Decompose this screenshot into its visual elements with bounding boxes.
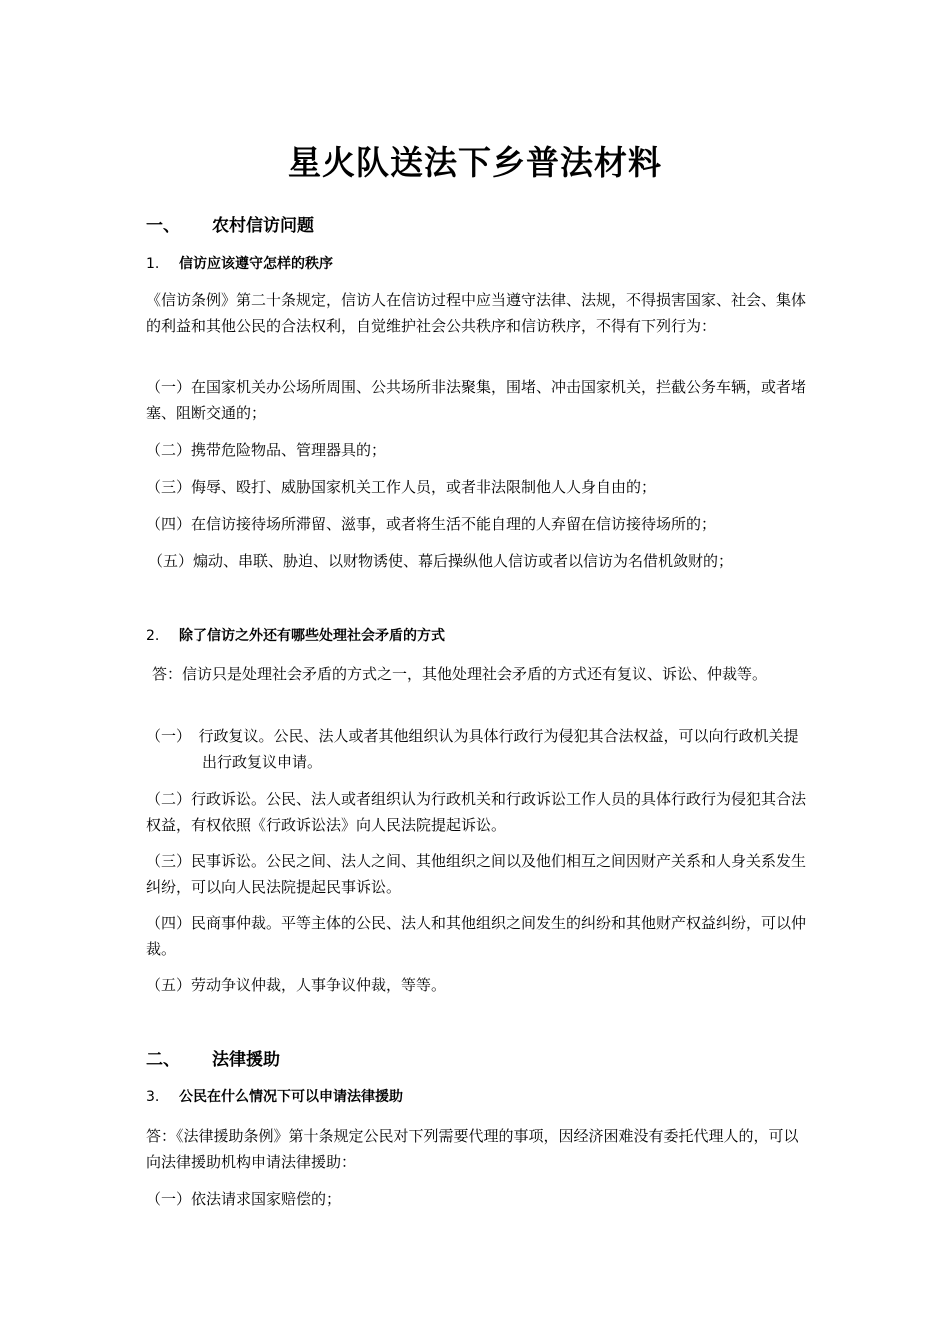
section-title: 法律援助 [212,1050,280,1070]
list-item: （二）行政诉讼。公民、法人或者组织认为行政机关和行政诉讼工作人员的具体行政行为侵犯其合法权益，有权依照《行政诉讼法》向人民法院提起诉讼。 [146,790,807,834]
list-item: （三）民事诉讼。公民之间、法人之间、其他组织之间以及他们相互之间因财产关系和人身关系发生纠纷，可以向人民法院提起民事诉讼。 [146,852,807,896]
paragraph: 答：信访只是处理社会矛盾的方式之一，其他处理社会矛盾的方式还有复议、诉讼、仲裁等。 [152,665,768,683]
paragraph: 答：《法律援助条例》第十条规定公民对下列需要代理的事项，因经济困难没有委托代理人的，可以向法律援助机构申请法律援助： [146,1127,799,1171]
question-heading-2 [146,625,445,647]
list-item: （四）在信访接待场所滞留、滋事，或者将生活不能自理的人弃留在信访接待场所的； [146,515,717,533]
list-item: （五）煽动、串联、胁迫、以财物诱使、幕后操纵他人信访或者以信访为名借机敛财的； [148,552,734,570]
list-item: （一）在国家机关办公场所周围、公共场所非法聚集，围堵、冲击国家机关，拦截公务车辆，或者堵塞、阻断交通的； [146,378,807,422]
question-number: 2. [146,628,160,644]
list-item: （五）劳动争议仲裁，人事争议仲裁，等等。 [146,976,447,994]
list-item: （一）依法请求国家赔偿的； [146,1190,342,1208]
list-item: （四）民商事仲裁。平等主体的公民、法人和其他组织之间发生的纠纷和其他财产权益纠纷，可以仲裁。 [146,914,807,958]
question-number: 3. [146,1089,160,1105]
document-title: 星火队送法下乡普法材料 [288,143,662,182]
section-heading-2 [146,1048,280,1072]
list-item: （二）携带危险物品、管理器具的； [146,441,387,459]
question-heading-1 [146,253,333,275]
list-item: （三）侮辱、殴打、威胁国家机关工作人员，或者非法限制他人人身自由的； [146,478,657,496]
paragraph: 《信访条例》第二十条规定，信访人在信访过程中应当遵守法律、法规，不得损害国家、社会、集体的利益和其他公民的合法权利，自觉维护社会公共秩序和信访秩序，不得有下列行为： [146,291,807,335]
question-title: 除了信访之外还有哪些处理社会矛盾的方式 [179,628,445,644]
section-heading-1 [146,214,314,238]
question-title: 信访应该遵守怎样的秩序 [179,256,333,272]
list-item: （一） 行政复议。公民、法人或者其他组织认为具体行政行为侵犯其合法权益，可以向行政机关提出行政复议申请。 [146,727,799,771]
section-number: 二、 [146,1050,180,1070]
question-number: 1. [146,256,160,272]
question-title: 公民在什么情况下可以申请法律援助 [179,1089,403,1105]
section-number: 一、 [146,216,180,236]
section-title: 农村信访问题 [212,216,314,236]
question-heading-3 [146,1086,403,1108]
